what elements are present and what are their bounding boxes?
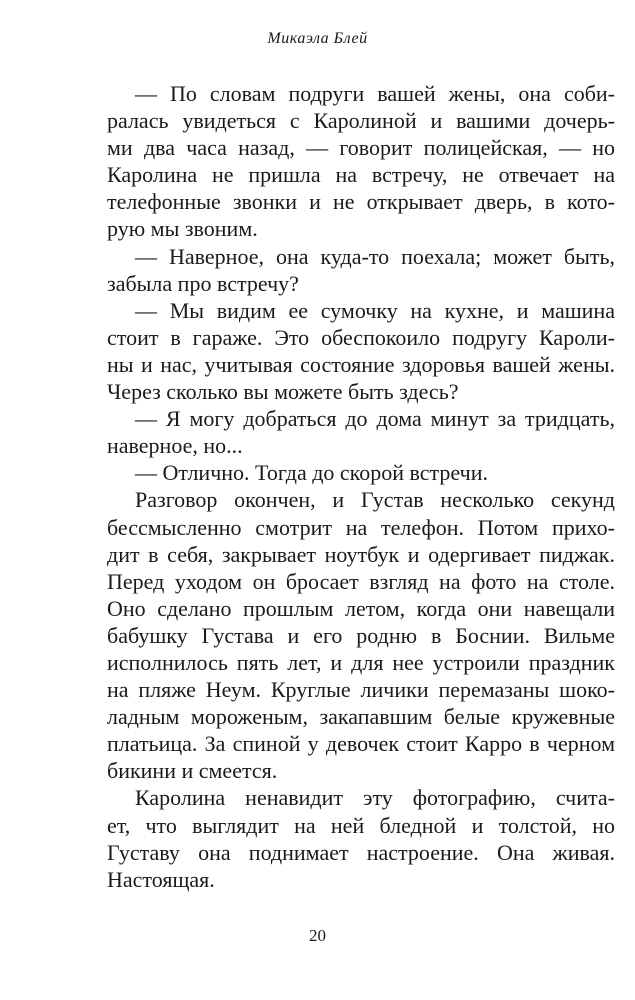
text-line: ми два часа назад, — говорит полицейская, — но xyxy=(107,135,615,161)
text-line: забыла про встречу? xyxy=(107,270,299,296)
text-line: Разговор окончен, и Густав несколько секунд xyxy=(135,487,615,513)
text-line: Каролина не пришла на встречу, не отвечает на xyxy=(107,162,615,188)
text-line: бикини и смеется. xyxy=(107,758,278,784)
text-line: — Я могу добраться до дома минут за тридцать, xyxy=(135,406,615,432)
text-line: наверное, но... xyxy=(107,433,243,459)
text-line: дит в себя, закрывает ноутбук и одергивает пиджак. xyxy=(107,541,615,567)
text-line: ралась увидеться с Каролиной и вашими дочерь- xyxy=(107,108,615,134)
text-line: — Мы видим ее сумочку на кухне, и машина xyxy=(135,297,615,323)
text-line: Настоящая. xyxy=(107,866,215,892)
text-line: Через сколько вы можете быть здесь? xyxy=(107,379,459,405)
text-line: бабушку Густава и его родню в Боснии. Вильме xyxy=(107,622,615,648)
text-line: Каролина ненавидит эту фотографию, счита- xyxy=(135,785,615,811)
text-line: Перед уходом он бросает взгляд на фото на столе. xyxy=(107,568,615,594)
body-text xyxy=(107,80,615,893)
text-line: рую мы звоним. xyxy=(107,216,258,242)
text-line: платьица. За спиной у девочек стоит Карро в черном xyxy=(107,731,615,757)
text-line: исполнилось пять лет, и для нее устроили праздник xyxy=(107,649,615,675)
text-line: телефонные звонки и не открывает дверь, в кото- xyxy=(107,189,615,215)
text-line: бессмысленно смотрит на телефон. Потом прихо- xyxy=(107,514,615,540)
text-line: ладным мороженым, закапавшим белые кружевные xyxy=(107,704,615,730)
text-line: — Отлично. Тогда до скорой встречи. xyxy=(135,460,488,486)
text-line: стоит в гараже. Это обеспокоило подругу Кароли- xyxy=(107,324,615,350)
running-head: Микаэла Блей xyxy=(267,30,368,47)
text-line: на пляже Неум. Круглые личики перемазаны шоко- xyxy=(107,677,615,703)
text-line: ет, что выглядит на ней бледной и толстой, но xyxy=(107,812,615,838)
text-line: — Наверное, она куда-то поехала; может быть, xyxy=(135,243,615,269)
text-line: ны и нас, учитывая состояние здоровья вашей жены. xyxy=(107,351,615,377)
page-number: 20 xyxy=(309,926,326,945)
text-line: Оно сделано прошлым летом, когда они навещали xyxy=(107,595,615,621)
text-line: Густаву она поднимает настроение. Она живая. xyxy=(107,839,615,865)
text-line: — По словам подруги вашей жены, она соби- xyxy=(135,81,615,106)
